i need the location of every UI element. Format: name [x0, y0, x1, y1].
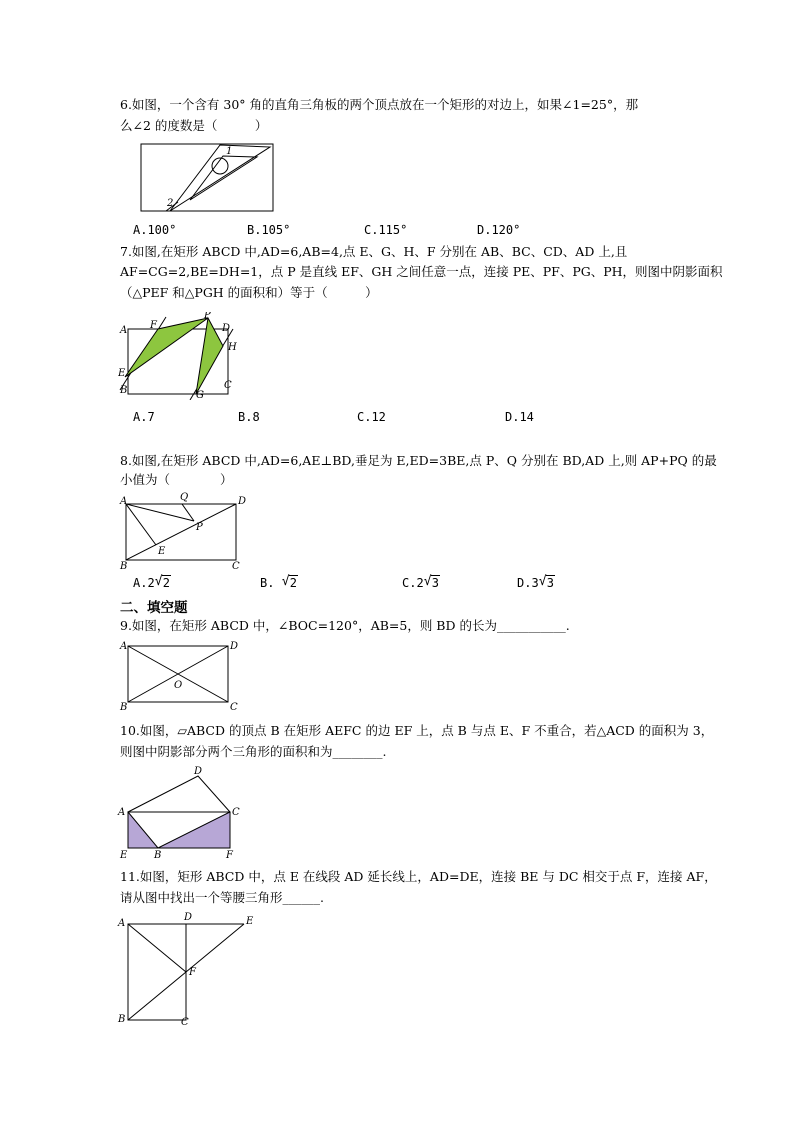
q11-label-d: D [184, 912, 193, 923]
q10-label-c: C [232, 807, 240, 818]
q8-label-b: B [120, 561, 128, 572]
q8-option-c-radical: √ 3 [423, 574, 439, 590]
q7-text-line2: AF=CG=2,BE=DH=1，点 P 是直线 EF、GH 之间任意一点，连接 PE、PF、PG、PH，则图中阴影面积 [120, 264, 723, 279]
q7-label-h: H [228, 342, 237, 353]
q9-text-line1: 9.如图，在矩形 ABCD 中，∠BOC=120°，AB=5，则 BD 的长为___________. [120, 618, 570, 633]
q8-option-d-radicand: 3 [546, 576, 554, 590]
q8-diagonal-bd [126, 504, 236, 560]
q10-label-b: B [154, 850, 162, 860]
q8-option-d[interactable] [517, 576, 555, 590]
q11-rectangle-abcd [128, 924, 186, 1020]
q11-label-a: A [118, 918, 126, 929]
q10-label-e: E [120, 850, 128, 860]
q6-text-line2: 么∠2 的度数是（ ） [120, 118, 268, 133]
q7-label-e: E [118, 368, 126, 379]
q11-figure [116, 910, 256, 1028]
q9-figure [118, 638, 240, 714]
q9-label-a: A [120, 641, 128, 652]
q11-label-f: F [189, 967, 196, 978]
q8-label-c: C [232, 561, 240, 572]
q6-option-b[interactable]: B.105° [247, 223, 291, 237]
q11-text-line2: 请从图中找出一个等腰三角形______. [120, 890, 324, 905]
q8-option-d-prefix: D. [517, 576, 532, 590]
q9-label-b: B [120, 702, 128, 713]
q6-option-a[interactable]: A.100° [133, 223, 177, 237]
q8-label-e: E [158, 546, 166, 557]
q8-option-c-prefix: C. [402, 576, 417, 590]
q8-option-a-radical: √ 2 [154, 574, 170, 590]
q6-text-line1: 6.如图，一个含有 30° 角的直角三角板的两个顶点放在一个矩形的对边上，如果∠1=25°，那 [120, 97, 639, 112]
q7-label-p: P [204, 312, 211, 321]
q9-label-c: C [230, 702, 238, 713]
q10-label-f: F [226, 850, 233, 860]
q7-text-line3: （△PEF 和△PGH 的面积和）等于（ ） [120, 285, 378, 300]
q7-option-c[interactable]: C.12 [357, 410, 386, 424]
q7-label-a: A [120, 325, 128, 336]
q7-text-line1: 7.如图,在矩形 ABCD 中,AD=6,AB=4,点 E、G、H、F 分别在 AB、BC、CD、AD 上,且 [120, 244, 628, 259]
q8-option-c[interactable] [402, 576, 440, 590]
q8-option-a-coef: 2 [147, 576, 155, 590]
q11-label-e: E [246, 916, 254, 927]
q8-option-b[interactable] [260, 576, 298, 590]
q7-label-f: F [150, 320, 157, 331]
q10-figure [116, 764, 244, 860]
q8-option-a-radicand: 2 [162, 576, 170, 590]
q8-label-a: A [120, 496, 128, 507]
q10-text-line2: 则图中阴影部分两个三角形的面积和为________. [120, 744, 387, 759]
q8-option-c-coef: 2 [416, 576, 424, 590]
q6-option-c[interactable]: C.115° [364, 223, 408, 237]
section-heading-fill-in: 二、填空题 [120, 600, 188, 616]
q7-option-d[interactable]: D.14 [505, 410, 534, 424]
q8-option-b-prefix: B. [260, 576, 275, 590]
q6-option-d[interactable]: D.120° [477, 223, 521, 237]
q8-text-line2: 小值为（ ） [120, 472, 233, 487]
q6-label-2: 2 [167, 198, 174, 209]
q7-option-b[interactable]: B.8 [238, 410, 260, 424]
q8-option-d-radical: √ 3 [538, 574, 554, 590]
q8-option-b-radical: √ 2 [281, 574, 297, 590]
q8-text-line1: 8.如图,在矩形 ABCD 中,AD=6,AE⊥BD,垂足为 E,ED=3BE,点 P、Q 分别在 BD,AD 上,则 AP+PQ 的最 [120, 453, 717, 468]
q8-option-b-radicand: 2 [289, 576, 297, 590]
q11-segment-af [128, 924, 186, 972]
q7-label-b: B [120, 385, 128, 396]
q11-label-b: B [118, 1014, 126, 1025]
q7-label-g: G [196, 390, 204, 400]
q9-label-d: D [230, 641, 239, 652]
q6-figure [140, 142, 275, 214]
q11-text-line1: 11.如图，矩形 ABCD 中，点 E 在线段 AD 延长线上，AD=DE，连接 BE 与 DC 相交于点 F，连接 AF， [120, 869, 717, 884]
q7-option-a[interactable]: A.7 [133, 410, 155, 424]
q8-option-a[interactable] [133, 576, 171, 590]
q10-text-line1: 10.如图，▱ABCD 的顶点 B 在矩形 AEFC 的边 EF 上，点 B 与点 E、F 不重合，若△ACD 的面积为 3， [120, 723, 714, 738]
q8-option-a-prefix: A. [133, 576, 148, 590]
q7-figure [118, 312, 240, 400]
q6-label-1: 1 [226, 146, 233, 157]
q10-label-d: D [194, 766, 203, 777]
q8-label-q: Q [180, 492, 189, 503]
q8-figure [118, 490, 248, 572]
q10-label-a: A [118, 807, 126, 818]
q7-triangle-pef [125, 318, 208, 377]
q11-label-c: C [181, 1017, 189, 1028]
q8-label-p: P [196, 522, 203, 533]
q8-label-d: D [238, 496, 247, 507]
q6-triangle-outer [170, 145, 270, 211]
q8-option-c-radicand: 3 [431, 576, 439, 590]
q7-label-c: C [224, 380, 232, 391]
q7-label-d: D [222, 323, 231, 334]
q9-label-o: O [174, 680, 183, 691]
q8-option-d-coef: 3 [531, 576, 539, 590]
q6-triangle-inner [190, 156, 257, 200]
